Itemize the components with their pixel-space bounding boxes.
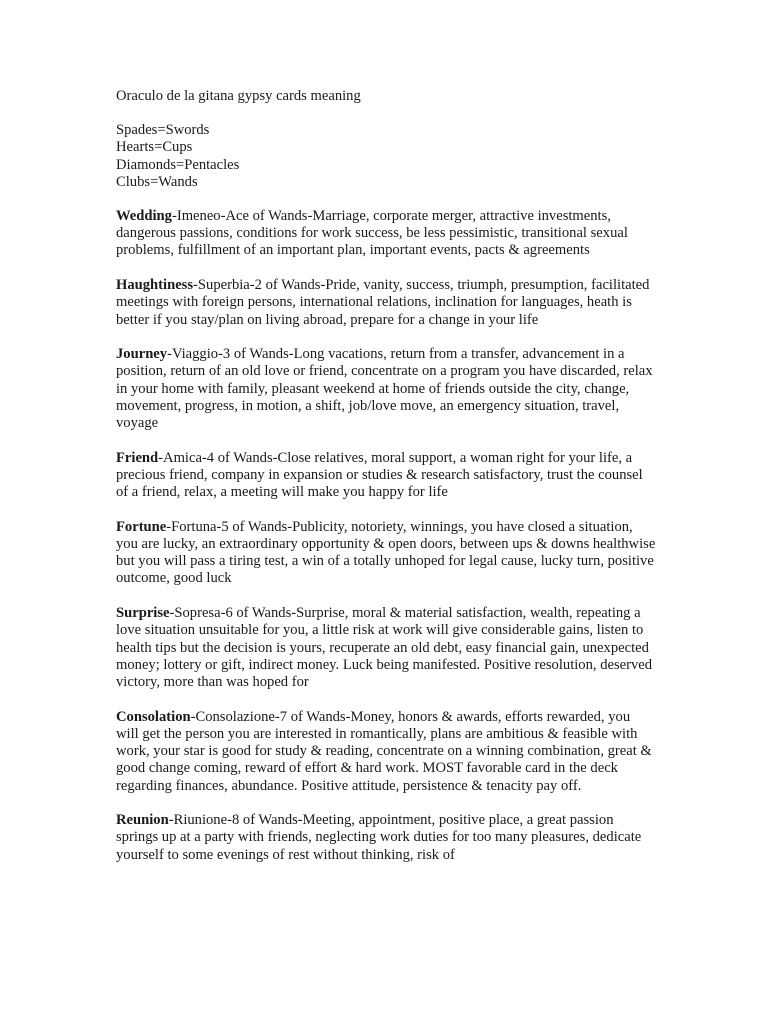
card-meaning: -Fortuna-5 of Wands-Publicity, notoriety, winnings, you have closed a situation, you are lucky, an extraordinary opportunity & open doors, between ups & downs healthwise but you will pass a tiring test, a win of a totally unhoped for legal cause, lucky turn, positive outcome, good luck — [116, 518, 656, 587]
card-meaning: -Viaggio-3 of Wands-Long vacations, return from a transfer, advancement in a position, return of an old love or friend, concentrate on a program you have discarded, relax in your home with family, pleasant weekend at home of friends outside the city, change, movement, progress, in motion, a shift, job/love move, an emergency situation, travel, voyage — [116, 346, 653, 432]
card-entry-friend — [116, 450, 656, 502]
card-name: Journey — [116, 346, 168, 363]
card-meaning: -Consolazione-7 of Wands-Money, honors & awards, efforts rewarded, you will get the person you are interested in romantically, plans are ambitious & feasible with work, your star is good for study & reading, concentrate on a winning combination, great & good change coming, reward of effort & hard work. MOST favorable card in the deck regarding finances, abundance. Positive attitude, persistence & tenacity pay off. — [116, 708, 652, 794]
card-entry-surprise — [116, 605, 656, 691]
suit-line: Diamonds=Pentacles — [116, 156, 240, 173]
card-name: Fortune — [116, 518, 167, 535]
card-entry-fortune — [116, 519, 656, 588]
suit-line: Spades=Swords — [116, 122, 210, 139]
card-name: Haughtiness — [116, 277, 194, 294]
suit-line: Hearts=Cups — [116, 139, 193, 156]
card-entry-journey — [116, 346, 656, 432]
card-name: Wedding — [116, 208, 172, 225]
card-meaning: -Imeneo-Ace of Wands-Marriage, corporate merger, attractive investments, dangerous passions, conditions for work success, be less pessimistic, transitional sexual problems, fulfillment of an important plan, important events, pacts & agreements — [116, 208, 628, 259]
suit-correspondence-list — [116, 122, 656, 191]
document-title: Oraculo de la gitana gypsy cards meaning — [116, 88, 361, 104]
card-meaning: -Sopresa-6 of Wands-Surprise, moral & material satisfaction, wealth, repeating a love situation unsuitable for you, a little risk at work will give considerable gains, listen to health tips but the decision is yours, recuperate an old debt, easy financial gain, unexpected money; lottery or gift, indirect money. Luck being manifested. Positive resolution, deserved victory, more than was hoped for — [116, 605, 653, 690]
card-entry-consolation — [116, 709, 656, 795]
card-entry-reunion — [116, 812, 656, 864]
card-name: Reunion — [116, 812, 169, 829]
card-meaning: -Riunione-8 of Wands-Meeting, appointment, positive place, a great passion springs up at a party with friends, neglecting work duties for too many pleasures, dedicate yourself to some evenings of rest without thinking, risk of — [116, 812, 642, 863]
card-entry-wedding — [116, 208, 656, 260]
card-name: Friend — [116, 449, 159, 466]
card-name: Consolation — [116, 708, 191, 725]
card-meaning: -Superbia-2 of Wands-Pride, vanity, success, triumph, presumption, facilitated meetings with foreign persons, international relations, inclination for languages, heath is better if you stay/plan on living abroad, prepare for a change in your life — [116, 277, 650, 328]
document-page — [116, 88, 656, 881]
card-entry-haughtiness — [116, 277, 656, 329]
card-name: Surprise — [116, 605, 170, 622]
card-meaning: -Amica-4 of Wands-Close relatives, moral support, a woman right for your life, a precious friend, company in expansion or studies & research satisfactory, trust the counsel of a friend, relax, a meeting will make you happy for life — [116, 449, 643, 501]
suit-line: Clubs=Wands — [116, 173, 198, 190]
